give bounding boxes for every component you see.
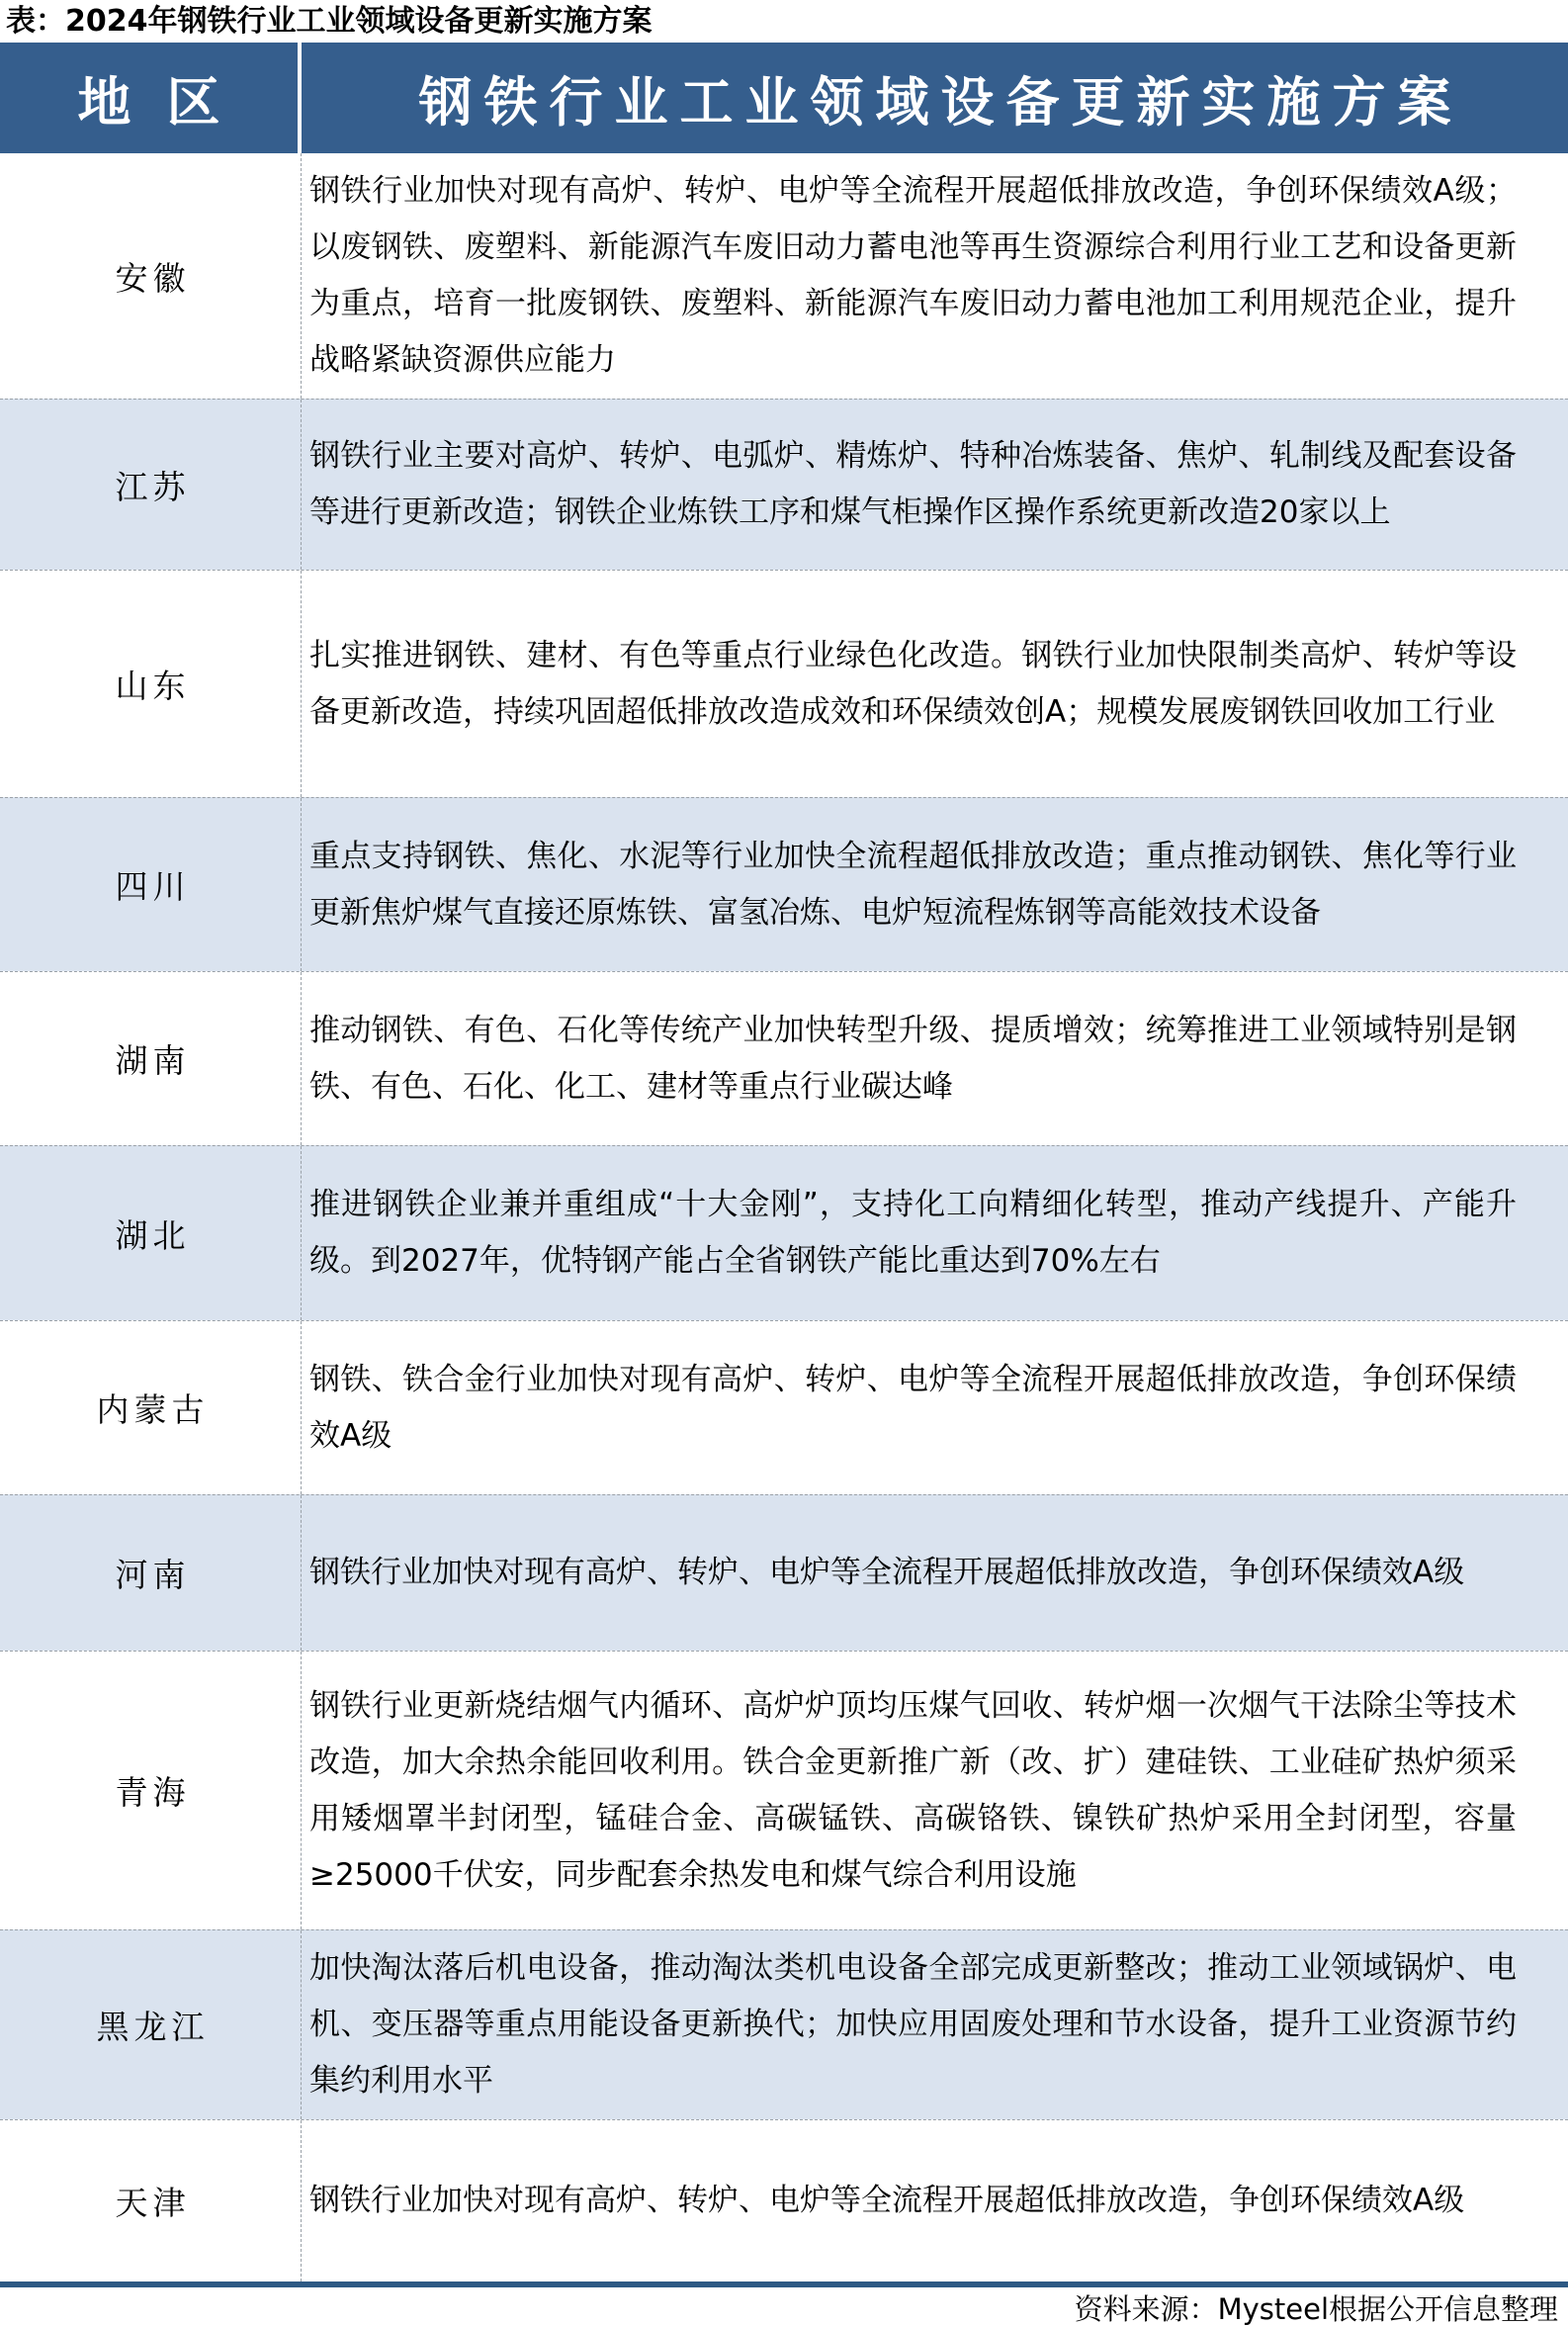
region-cell: 四川	[0, 798, 302, 971]
header-region-cell: 地区	[0, 43, 302, 153]
table-row-henan	[0, 1494, 1568, 1651]
region-cell: 青海	[0, 1652, 302, 1929]
table-row-anhui	[0, 153, 1568, 399]
region-cell: 黑龙江	[0, 1930, 302, 2119]
table-row-jiangsu	[0, 399, 1568, 570]
region-cell: 江苏	[0, 400, 302, 570]
region-cell: 天津	[0, 2120, 302, 2281]
page-title: 表：2024年钢铁行业工业领域设备更新实施方案	[6, 4, 653, 39]
table-row-shandong	[0, 570, 1568, 797]
region-cell: 山东	[0, 571, 302, 797]
region-cell: 湖南	[0, 972, 302, 1145]
region-cell: 河南	[0, 1495, 302, 1651]
table-header-row	[0, 43, 1568, 153]
equipment-update-table	[0, 43, 1568, 2287]
plan-cell: 重点支持钢铁、焦化、水泥等行业加快全流程超低排放改造；重点推动钢铁、焦化等行业更新焦炉煤气直接还原炼铁、富氢冶炼、电炉短流程炼钢等高能效技术设备	[309, 838, 1517, 931]
plan-cell: 钢铁行业主要对高炉、转炉、电弧炉、精炼炉、特种冶炼装备、焦炉、轧制线及配套设备等进行更新改造；钢铁企业炼铁工序和煤气柜操作区操作系统更新改造20家以上	[309, 438, 1517, 530]
header-plan-cell: 钢铁行业工业领域设备更新实施方案	[418, 70, 1463, 134]
region-cell: 湖北	[0, 1146, 302, 1320]
plan-cell: 推进钢铁企业兼并重组成“十大金刚”，支持化工向精细化转型，推动产线提升、产能升级。到2027年，优特钢产能占全省钢铁产能比重达到70%左右	[309, 1187, 1517, 1279]
table-body	[0, 153, 1568, 2281]
source-note: 资料来源：Mysteel根据公开信息整理	[1074, 2292, 1558, 2326]
table-row-sichuan	[0, 797, 1568, 971]
region-cell: 安徽	[0, 153, 302, 399]
table-row-hunan	[0, 971, 1568, 1145]
plan-cell: 钢铁行业加快对现有高炉、转炉、电炉等全流程开展超低排放改造，争创环保绩效A级；以废钢铁、废塑料、新能源汽车废旧动力蓄电池等再生资源综合利用行业工艺和设备更新为重点，培育一批废钢铁、废塑料、新能源汽车废旧动力蓄电池加工利用规范企业，提升战略紧缺资源供应能力	[309, 173, 1517, 378]
table-row-hubei	[0, 1145, 1568, 1320]
table-row-neimenggu	[0, 1320, 1568, 1494]
plan-cell: 钢铁行业更新烧结烟气内循环、高炉炉顶均压煤气回收、转炉烟一次烟气干法除尘等技术改造，加大余热余能回收利用。铁合金更新推广新（改、扩）建硅铁、工业硅矿热炉须采用矮烟罩半封闭型，锰硅合金、高碳锰铁、高碳铬铁、镍铁矿热炉采用全封闭型，容量≥25000千伏安，同步配套余热发电和煤气综合利用设施	[309, 1687, 1517, 1893]
table-row-tianjin	[0, 2119, 1568, 2281]
plan-cell: 钢铁行业加快对现有高炉、转炉、电炉等全流程开展超低排放改造，争创环保绩效A级	[309, 2183, 1465, 2218]
table-row-qinghai	[0, 1651, 1568, 1929]
plan-cell: 加快淘汰落后机电设备，推动淘汰类机电设备全部完成更新整改；推动工业领域锅炉、电机、变压器等重点用能设备更新换代；加快应用固废处理和节水设备，提升工业资源节约集约利用水平	[309, 1950, 1517, 2099]
plan-cell: 推动钢铁、有色、石化等传统产业加快转型升级、提质增效；统筹推进工业领域特别是钢铁、有色、石化、化工、建材等重点行业碳达峰	[309, 1012, 1517, 1105]
plan-cell: 钢铁行业加快对现有高炉、转炉、电炉等全流程开展超低排放改造，争创环保绩效A级	[309, 1555, 1465, 1590]
table-row-heilongjiang	[0, 1929, 1568, 2119]
plan-cell: 扎实推进钢铁、建材、有色等重点行业绿色化改造。钢铁行业加快限制类高炉、转炉等设备更新改造，持续巩固超低排放改造成效和环保绩效创A；规模发展废钢铁回收加工行业	[309, 637, 1517, 730]
region-cell: 内蒙古	[0, 1321, 302, 1494]
plan-cell: 钢铁、铁合金行业加快对现有高炉、转炉、电炉等全流程开展超低排放改造，争创环保绩效A级	[309, 1361, 1517, 1454]
